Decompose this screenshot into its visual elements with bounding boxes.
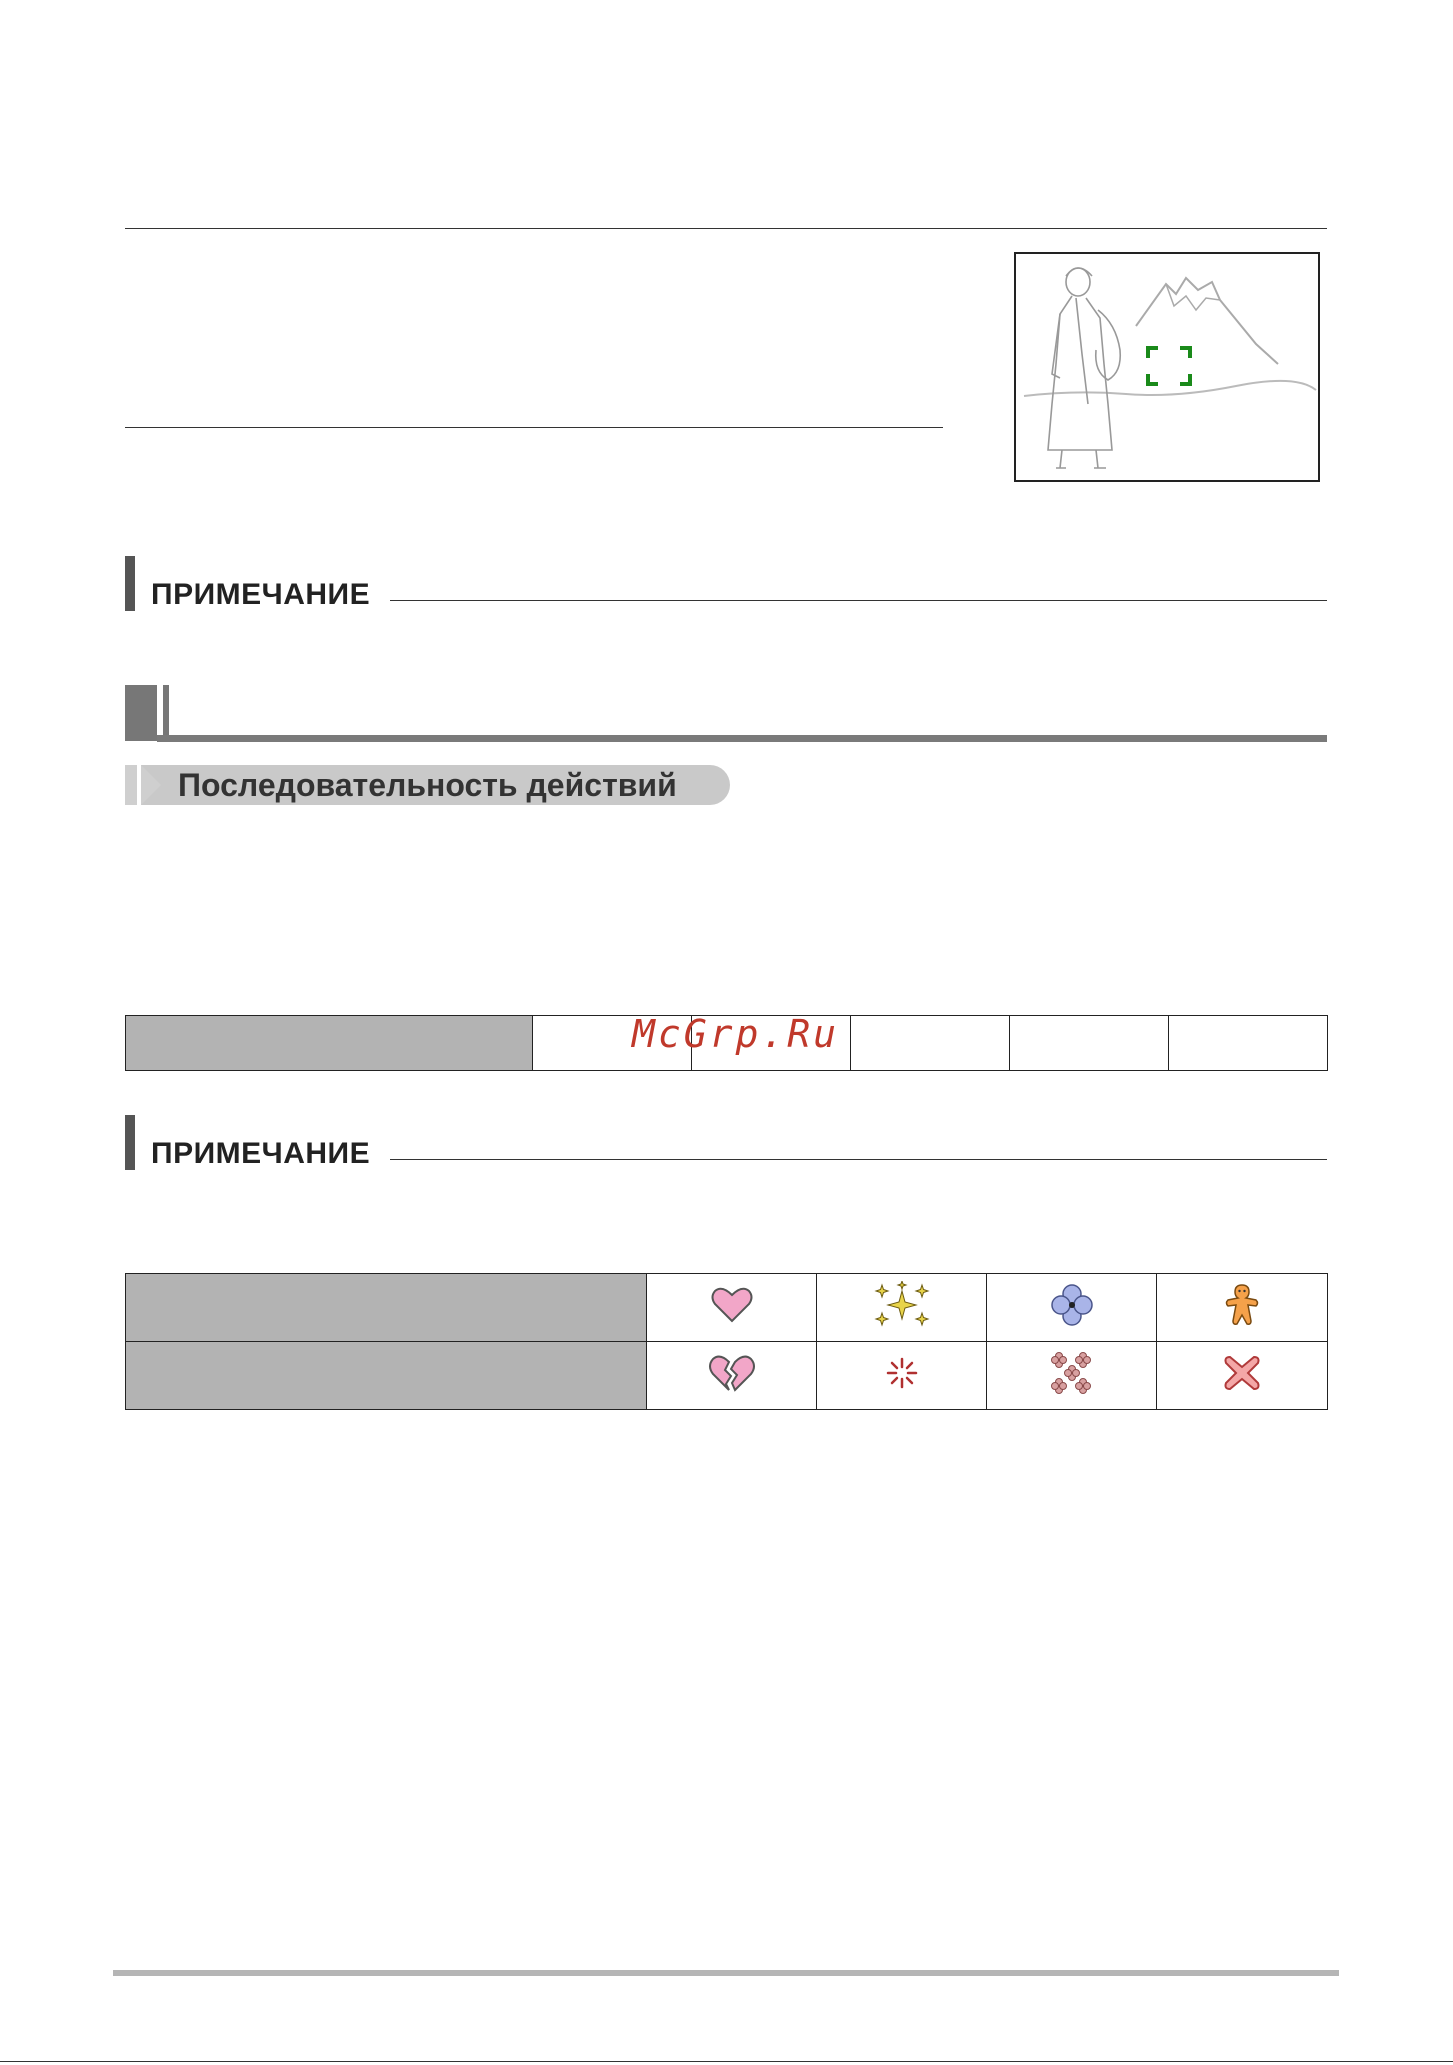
icon-cell (1157, 1274, 1328, 1342)
section-header-stripe (163, 685, 169, 741)
table-cell (851, 1016, 1010, 1071)
note-title-1: ПРИМЕЧАНИЕ (151, 578, 371, 611)
flower-icon (1050, 1283, 1094, 1327)
procedure-pill-marker (125, 765, 137, 805)
top-rule (125, 228, 1327, 229)
autofocus-illustration (1014, 252, 1320, 482)
icon-cell (987, 1342, 1157, 1410)
illustration-drawing (1016, 254, 1318, 480)
icon-table (125, 1273, 1328, 1410)
table-row (126, 1342, 1328, 1410)
icon-cell (647, 1342, 817, 1410)
scattered-flowers-icon (1049, 1350, 1095, 1396)
section-header-rule (157, 735, 1327, 742)
icon-cell (1157, 1342, 1328, 1410)
icon-cell (647, 1274, 817, 1342)
note-marker-2 (125, 1115, 135, 1170)
section-header-block (125, 685, 157, 741)
page-bottom-edge (0, 2061, 1453, 2062)
watermark: McGrp.Ru (632, 1012, 840, 1056)
procedure-pill-arrow (141, 765, 161, 805)
procedure-title: Последовательность действий (178, 767, 677, 803)
table-header-cell (126, 1274, 647, 1342)
x-mark-icon (1222, 1353, 1262, 1393)
icon-cell (987, 1274, 1157, 1342)
text-block-rule (125, 427, 943, 428)
table-cell (1010, 1016, 1169, 1071)
table-header-cell (126, 1016, 533, 1071)
focus-frame-icon (1148, 348, 1190, 384)
note-rule-2 (390, 1159, 1327, 1160)
note-title-2: ПРИМЕЧАНИЕ (151, 1137, 371, 1170)
table-header-cell (126, 1342, 647, 1410)
heart-icon (710, 1285, 754, 1325)
footer-rule (113, 1970, 1339, 1976)
sparkles-icon (872, 1281, 932, 1329)
table-cell (1169, 1016, 1328, 1071)
table-row (126, 1274, 1328, 1342)
note-rule-1 (390, 600, 1327, 601)
note-marker-1 (125, 556, 135, 611)
gingerbread-icon (1224, 1283, 1260, 1327)
icon-cell (817, 1274, 987, 1342)
woman-figure-icon (1048, 268, 1120, 468)
icon-cell (817, 1342, 987, 1410)
burst-icon (882, 1353, 922, 1393)
broken-heart-icon (707, 1352, 757, 1394)
